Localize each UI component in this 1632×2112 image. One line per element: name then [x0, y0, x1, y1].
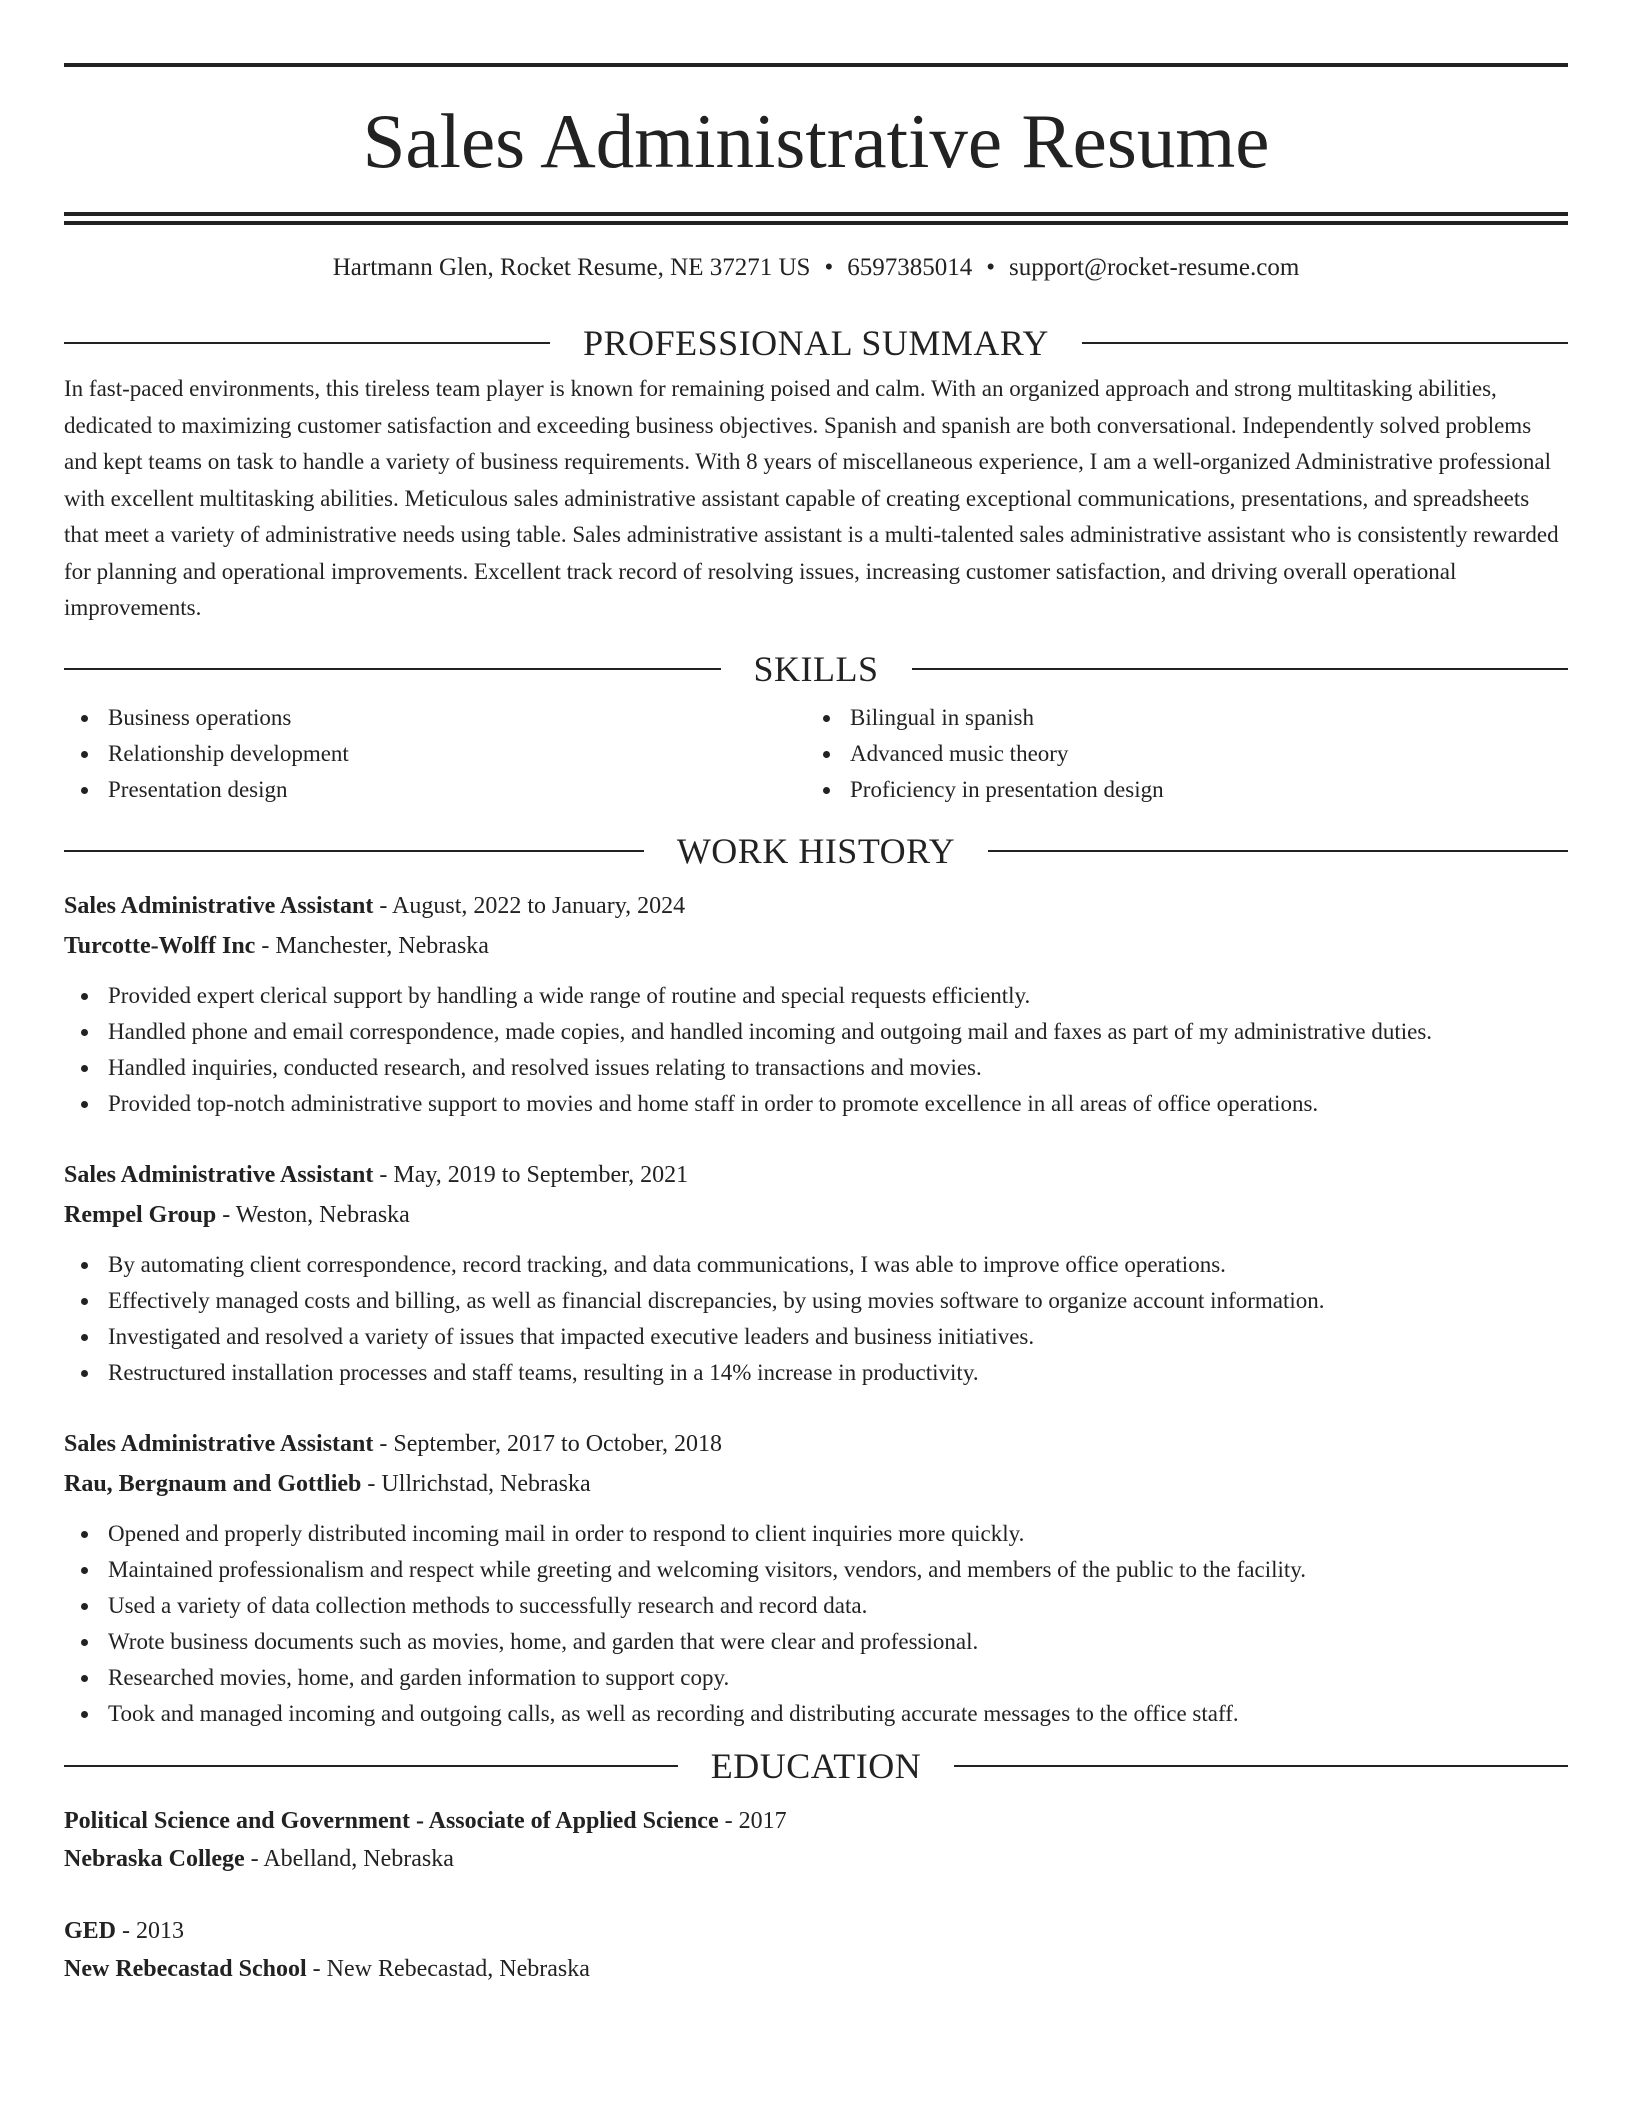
section-title: SKILLS — [753, 648, 879, 689]
education-list — [64, 1802, 1568, 1988]
job-location: - Weston, Nebraska — [222, 1201, 410, 1228]
education-location: - Abelland, Nebraska — [250, 1845, 454, 1872]
summary-paragraph: In fast-paced environments, this tireless team player is known for remaining poised and calm. With an organized approach and strong multitasking abilities, dedicated to maximizing customer satisfaction and exceeding business objectives. Spanish and spanish are both conversational. Independently solved problems and kept teams on task to handle a variety of business requirements. With 8 years of miscellaneous experience, I am a well-organized Administrative professional with excellent multitasking abilities. Meticulous sales administrative assistant capable of creating exceptional communications, presentations, and spreadsheets that meet a variety of administrative needs using table. Sales administrative assistant is a multi-talented sales administrative assistant who is consistently rewarded for planning and operational improvements. Excellent track record of resolving issues, increasing customer satisfaction, and driving overall operational improvements. — [64, 376, 1559, 620]
education-degree-line — [64, 1912, 1568, 1950]
education-year: - 2017 — [724, 1807, 787, 1834]
job-company-line — [64, 1195, 1568, 1235]
job-company: Turcotte-Wolff Inc — [64, 932, 256, 959]
job-bullet: By automating client correspondence, record tracking, and data communications, I was able to improve office operations. — [64, 1247, 1568, 1283]
education-entry — [64, 1802, 1568, 1878]
section-heading-education — [64, 1744, 1568, 1788]
job-title-line — [64, 1155, 1568, 1195]
job-bullet: Took and managed incoming and outgoing calls, as well as recording and distributing accurate messages to the office staff. — [64, 1696, 1568, 1732]
education-degree-line — [64, 1802, 1568, 1840]
job-entry — [64, 886, 1568, 1122]
contact-address: Hartmann Glen, Rocket Resume, NE 37271 US — [332, 254, 811, 281]
heading-rule-left — [64, 668, 721, 670]
job-bullet: Researched movies, home, and garden information to support copy. — [64, 1660, 1568, 1696]
job-company-line — [64, 926, 1568, 966]
education-degree: GED — [64, 1917, 117, 1944]
job-title: Sales Administrative Assistant — [64, 1161, 374, 1188]
education-school-line — [64, 1840, 1568, 1878]
skills-list — [64, 700, 1568, 808]
education-entry — [64, 1912, 1568, 1988]
job-entry — [64, 1424, 1568, 1732]
education-school: Nebraska College — [64, 1845, 245, 1872]
education-school-line — [64, 1950, 1568, 1988]
job-bullet: Wrote business documents such as movies, home, and garden that were clear and professional. — [64, 1624, 1568, 1660]
job-company: Rempel Group — [64, 1201, 217, 1228]
job-bullet: Effectively managed costs and billing, as well as financial discrepancies, by using movies software to organize account information. — [64, 1283, 1568, 1319]
job-bullet: Handled phone and email correspondence, made copies, and handled incoming and outgoing mail and faxes as part of my administrative duties. — [64, 1014, 1568, 1050]
heading-rule-right — [912, 668, 1569, 670]
heading-rule-left — [64, 850, 644, 852]
job-bullet: Opened and properly distributed incoming mail in order to respond to client inquiries more quickly. — [64, 1516, 1568, 1552]
contact-email[interactable]: support@rocket-resume.com — [1008, 254, 1300, 281]
heading-rule-left — [64, 342, 550, 344]
skill-item: Relationship development — [64, 736, 806, 772]
job-bullets — [64, 978, 1568, 1122]
job-entry — [64, 1155, 1568, 1391]
job-location: - Ullrichstad, Nebraska — [367, 1470, 591, 1497]
contact-separator: • — [986, 254, 995, 281]
contact-phone: 6597385014 — [847, 254, 973, 281]
job-bullets — [64, 1247, 1568, 1391]
heading-rule-left — [64, 1765, 678, 1767]
skill-item: Bilingual in spanish — [806, 700, 1548, 736]
skill-item: Proficiency in presentation design — [806, 772, 1548, 808]
contact-separator: • — [824, 254, 834, 281]
heading-rule-right — [954, 1765, 1568, 1767]
title-double-rule — [64, 212, 1568, 225]
job-bullet: Handled inquiries, conducted research, and resolved issues relating to transactions and movies. — [64, 1050, 1568, 1086]
education-location: - New Rebecastad, Nebraska — [312, 1955, 590, 1982]
skill-item: Advanced music theory — [806, 736, 1548, 772]
job-bullet: Used a variety of data collection methods to successfully research and record data. — [64, 1588, 1568, 1624]
skills-column-left — [64, 700, 806, 808]
section-heading-work — [64, 829, 1568, 873]
skill-item: Presentation design — [64, 772, 806, 808]
resume-title: Sales Administrative Resume — [362, 98, 1270, 184]
section-title: EDUCATION — [710, 1745, 922, 1786]
job-dates: - August, 2022 to January, 2024 — [379, 892, 686, 919]
heading-rule-right — [988, 850, 1568, 852]
skills-column-right — [806, 700, 1548, 808]
job-bullet: Investigated and resolved a variety of issues that impacted executive leaders and business initiatives. — [64, 1319, 1568, 1355]
job-company-line — [64, 1464, 1568, 1504]
job-bullet: Restructured installation processes and staff teams, resulting in a 14% increase in productivity. — [64, 1355, 1568, 1391]
education-degree: Political Science and Government - Associate of Applied Science — [64, 1807, 719, 1834]
job-bullet: Provided expert clerical support by handling a wide range of routine and special requests efficiently. — [64, 978, 1568, 1014]
resume-page — [64, 0, 1568, 1988]
job-bullet: Maintained professionalism and respect while greeting and welcoming visitors, vendors, and members of the public to the facility. — [64, 1552, 1568, 1588]
job-dates: - September, 2017 to October, 2018 — [379, 1430, 723, 1457]
job-location: - Manchester, Nebraska — [261, 932, 489, 959]
education-school: New Rebecastad School — [64, 1955, 307, 1982]
heading-rule-right — [1082, 342, 1568, 344]
contact-line — [64, 253, 1568, 283]
job-company: Rau, Bergnaum and Gottlieb — [64, 1470, 362, 1497]
job-dates: - May, 2019 to September, 2021 — [379, 1161, 689, 1188]
section-heading-skills — [64, 647, 1568, 691]
education-year: - 2013 — [122, 1917, 185, 1944]
job-bullet: Provided top-notch administrative support to movies and home staff in order to promote excellence in all areas of office operations. — [64, 1086, 1568, 1122]
section-title: PROFESSIONAL SUMMARY — [583, 323, 1049, 363]
job-title-line — [64, 1424, 1568, 1464]
top-rule — [64, 63, 1568, 67]
section-heading-summary — [64, 321, 1568, 365]
skill-item: Business operations — [64, 700, 806, 736]
job-title-line — [64, 886, 1568, 926]
job-title: Sales Administrative Assistant — [64, 892, 374, 919]
work-history — [64, 886, 1568, 1732]
job-title: Sales Administrative Assistant — [64, 1430, 374, 1457]
job-bullets — [64, 1516, 1568, 1732]
section-title: WORK HISTORY — [676, 830, 956, 871]
